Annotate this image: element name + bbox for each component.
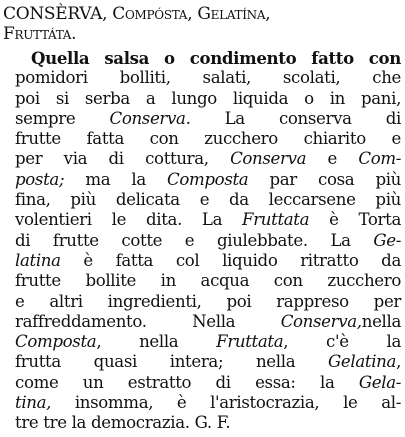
text-segment: per via di cottura, bbox=[15, 149, 231, 169]
headword-conserva: CONSÈRVA bbox=[3, 4, 103, 24]
italic-term: Composta bbox=[15, 332, 97, 352]
italic-term: posta; bbox=[15, 169, 65, 189]
text-segment: frutte fatta con zucchero chiarito e bbox=[15, 129, 401, 149]
text-line bbox=[15, 292, 401, 312]
text-segment: sempre bbox=[15, 108, 110, 128]
text-line bbox=[15, 413, 401, 433]
headword-gelatina: Gelatína bbox=[197, 4, 266, 24]
text-line bbox=[15, 231, 401, 251]
text-segment: raffreddamento. Nella bbox=[15, 311, 281, 331]
text-segment: par cosa più bbox=[248, 169, 402, 189]
text-line bbox=[15, 68, 401, 88]
text-line bbox=[15, 210, 401, 230]
text-line bbox=[15, 109, 401, 129]
text-line bbox=[15, 352, 401, 372]
text-line bbox=[15, 89, 401, 109]
text-line bbox=[15, 393, 401, 413]
text-segment: pomidori bolliti, salati, scolati, che bbox=[15, 68, 401, 88]
italic-term: Com- bbox=[358, 149, 401, 169]
text-segment: di frutte cotte e giulebbate. La bbox=[15, 230, 374, 250]
italic-term: Fruttata bbox=[242, 210, 310, 230]
text-segment: nella bbox=[361, 311, 401, 331]
italic-term: Gelatina bbox=[328, 352, 397, 372]
italic-term: Conserva. bbox=[109, 108, 191, 128]
entry-heading bbox=[3, 4, 401, 44]
text-line bbox=[15, 332, 401, 352]
text-segment: è Torta bbox=[309, 210, 401, 230]
text-segment: Quella salsa o condimento fatto con bbox=[31, 48, 401, 68]
text-line bbox=[15, 373, 401, 393]
heading-separator: , bbox=[187, 4, 193, 24]
italic-term: Conserva, bbox=[280, 311, 362, 331]
heading-period: . bbox=[71, 24, 77, 44]
text-line bbox=[15, 48, 401, 68]
text-segment: poi si serba a lungo liquida o in pani, bbox=[15, 88, 401, 108]
text-segment: insomma, è l'aristocrazia, le al- bbox=[51, 393, 401, 413]
text-segment: e bbox=[306, 149, 359, 169]
text-segment: volentieri le dita. La bbox=[15, 210, 243, 230]
text-segment: , nella bbox=[96, 332, 217, 352]
text-line bbox=[15, 271, 401, 291]
italic-term: Gela- bbox=[358, 372, 401, 392]
text-line bbox=[15, 251, 401, 271]
text-line bbox=[15, 149, 401, 169]
italic-term: tina, bbox=[15, 393, 52, 413]
text-segment: come un estratto di essa: la bbox=[15, 372, 359, 392]
text-segment: La conserva di bbox=[190, 108, 401, 128]
text-segment: , c'è la bbox=[283, 332, 401, 352]
italic-term: latina bbox=[15, 250, 61, 270]
text-line bbox=[15, 129, 401, 149]
italic-term: Composta bbox=[167, 169, 249, 189]
text-segment: frutta quasi intera; nella bbox=[15, 352, 329, 372]
text-segment: frutte bollite in acqua con zucchero bbox=[15, 271, 401, 291]
italic-term: Ge- bbox=[373, 230, 401, 250]
headword-composta: Compósta bbox=[112, 4, 188, 24]
headword-fruttata: Fruttáta bbox=[3, 24, 72, 44]
text-segment: fina, più delicata e da leccarsene più bbox=[15, 190, 401, 210]
heading-separator: , bbox=[265, 4, 271, 24]
text-line bbox=[15, 312, 401, 332]
text-segment: tre tre la democrazia. G. F. bbox=[15, 413, 231, 433]
text-line bbox=[15, 190, 401, 210]
italic-term: Fruttata bbox=[216, 332, 284, 352]
entry-body bbox=[15, 48, 401, 434]
text-segment: , bbox=[396, 352, 401, 372]
text-segment: e altri ingredienti, poi rappreso per bbox=[15, 291, 401, 311]
heading-separator: , bbox=[102, 4, 108, 24]
text-segment: è fatta col liquido ritratto da bbox=[60, 250, 401, 270]
text-line bbox=[15, 170, 401, 190]
text-segment: ma la bbox=[64, 169, 168, 189]
italic-term: Conserva bbox=[230, 149, 307, 169]
